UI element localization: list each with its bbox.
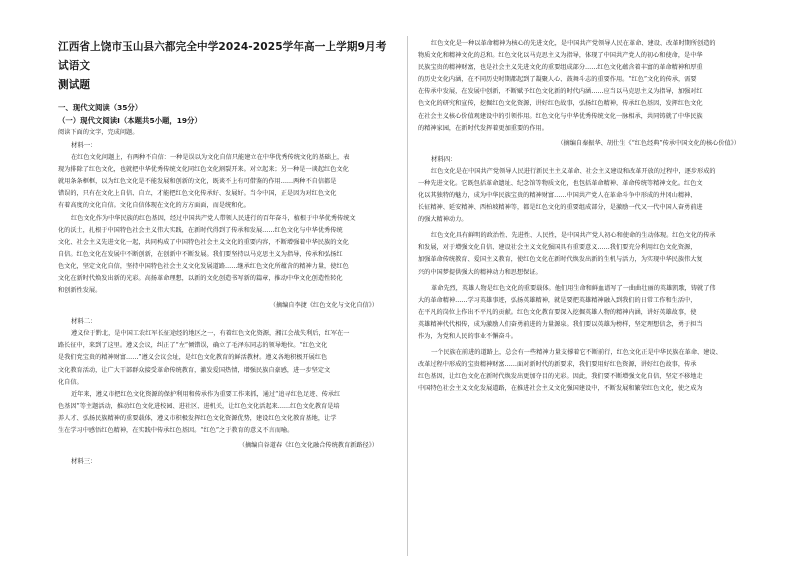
text-line: 色文化，坚定文化自信，坚持中国特色社会主义文化发展道路……继承红色文化所蕴含的精神力量，使红色 — [58, 262, 349, 270]
text-line: 错误的，只有在文化上自信、自立，才能把红色文化传承好、发展好。当今中国，正是因为对红色文化 — [58, 190, 337, 198]
right-para-2 — [418, 166, 758, 226]
text-line: 化的沃土，扎根于中国特色社会主义伟大实践，在新时代得到了传承和发展……红色文化与中华优秀传统 — [58, 226, 343, 234]
instruction-text: 阅读下面的文字，完成问题。 — [58, 129, 139, 136]
material-2-para-2 — [58, 389, 396, 437]
text-line: 一个民族在前进的道路上，总会有一些精神力量支撑着它不断前行，红色文化正是中华民族在革命、建设、 — [431, 349, 722, 357]
text-line: 在红色文化问题上，有两种不自信：一种是误以为文化自信只能建立在中华优秀传统文化的基础上，表 — [71, 154, 350, 162]
exam-title — [58, 38, 396, 95]
text-line: 路长征中，来到了这里。遵义会议，纠正了“左”倾错误，确立了毛泽东同志的领导地位。“红色文化 — [58, 342, 328, 350]
right-para-4 — [418, 283, 758, 343]
text-line: 在传承中发展，在发展中创新，不断赋予红色文化新的时代内涵……应当以马克思主义为指导，加强对红 — [418, 88, 703, 96]
text-line: 的精神家园，在新时代发挥着更加重要的作用。 — [418, 124, 548, 132]
right-para-3 — [418, 230, 758, 278]
text-line: 中国特色社会主义文化发展道路，在推进社会主义文化强国建设中，不断发展和繁荣红色文化，使之成为 — [418, 385, 703, 393]
text-line: 的历史文化内涵，在不同历史时期都起到了凝聚人心、鼓舞斗志的重要作用。“红色”文化的传承，需要 — [418, 76, 697, 84]
text-line: 和发展，对于增强文化自信、建设社会主义文化强国具有重要意义……我们要充分利用红色文化资源， — [418, 244, 697, 252]
material-1-para-2 — [58, 213, 396, 298]
text-line: 的强大精神动力。 — [418, 216, 468, 224]
material-1-source: （摘编自李捷《红色文化与文化自信》） — [269, 302, 378, 310]
text-line: 在社会主义核心价值观建设中的引领作用。红色文化与中华优秀传统文化一脉相承，共同铸就了中华民族 — [418, 112, 703, 120]
title-line-2: 测试题 — [58, 79, 91, 91]
text-line: 民族宝贵的精神财富，也是社会主义先进文化的重要组成部分……红色文化蕴含着丰富的革命精神和厚重 — [418, 64, 703, 72]
material-2-para-1 — [58, 328, 396, 388]
text-line: 遵义位于黔北，是中国工农红军长征途经的地区之一，有着红色文化资源，湘江会战失利后，红军在一 — [71, 330, 350, 338]
text-line: 色基因”等主题活动，推动红色文化进校园、进社区、进机关，让红色文化活起来……红色文化教育是培 — [58, 402, 340, 410]
text-line: 红色文化作为中华民族的红色基因，经过中国共产党人带领人民进行的百年奋斗，植根于中华优秀传统文 — [71, 214, 356, 222]
text-line: 近年来，遵义市把红色文化资源的保护利用和传承作为重要工作来抓，通过“追寻红色足迹、传承红 — [71, 390, 341, 398]
material-4-label: 材料四： — [431, 154, 457, 163]
text-line: 长征精神、延安精神、西柏坡精神等，都是红色文化的重要组成部分，是激励一代又一代中国人奋勇前进 — [418, 204, 703, 212]
text-line: 生在学习中感悟红色精神，在实践中传承红色基因。“红色”之于教育的意义不言而喻。 — [58, 426, 294, 434]
text-line: 现为排除了红色文化，也就把中华优秀传统文化同红色文化割裂开来。对立起来；另一种是一谈起红色文化 — [58, 166, 349, 174]
text-line: 化自信。 — [58, 378, 83, 386]
material-3-label: 材料三： — [71, 457, 97, 466]
text-line: 兴的中国梦提供强大的精神动力和思想保证。 — [418, 268, 542, 276]
text-line: 革命先烈，英雄人物是红色文化的重要载体。他们用生命和鲜血谱写了一曲曲壮丽的英雄凯歌，铸就了伟 — [431, 284, 716, 292]
text-line: 红色文化具有鲜明的政治性、先进性、人民性，是中国共产党人初心和使命的生动体现。红色文化的传承 — [431, 232, 716, 240]
text-line: 文化、社会主义先进文化一起，共同构成了中国特色社会主义文化的重要内容，不断增强着中华民族的文化 — [58, 238, 349, 246]
text-line: 红色文化是在中国共产党领导人民进行新民主主义革命、社会主义建设和改革开放的过程中，逐步形成的 — [431, 167, 716, 175]
text-line: 加强革命传统教育、爱国主义教育，使红色文化在新时代焕发出新的生机与活力，为实现中华民族伟大复 — [418, 256, 703, 264]
section-heading: 一、现代文阅读（35分） — [58, 103, 143, 112]
left-column — [58, 38, 396, 558]
material-2-source: （摘编自谷道春《红色文化融合传统教育新路径》） — [238, 442, 378, 450]
text-line: 大的革命精神……学习英雄事迹，弘扬英雄精神，就是要把英雄精神融入到我们的日常工作和生活中， — [418, 296, 697, 304]
text-line: 化以其独特的魅力，成为中华民族宝贵的精神财富……中国共产党人在革命斗争中形成的井冈山精神、 — [418, 191, 697, 199]
material-1-label: 材料一： — [71, 141, 97, 150]
subsection-heading: （一）现代文阅读Ⅰ（本题共5小题，19分） — [58, 116, 202, 125]
right-para-5 — [418, 347, 758, 395]
material-1-para-1 — [58, 152, 396, 212]
material-2-label: 材料二： — [71, 317, 97, 326]
text-line: 物质文化和精神文化的总和。红色文化以马克思主义为指导，体现了中国共产党人的初心和使命，是中华 — [418, 52, 703, 60]
text-line: 改革过程中形成的宝贵精神财富……面对新时代的新要求，我们要用好红色资源，讲好红色故事，传承 — [418, 361, 697, 369]
text-line: 在平凡的岗位上作出不平凡的贡献。红色文化教育要深入挖掘英雄人物的精神内涵，讲好英雄故事，使 — [418, 308, 697, 316]
right-column — [418, 38, 758, 558]
text-line: 自信。红色文化在发展中不断创新，在创新中不断发展。我们要坚持以马克思主义为指导，传承和弘扬红 — [58, 250, 343, 258]
right-source: （摘编自秦振华、胡仕生《“红色经典”传承中国文化的核心价值》） — [557, 139, 740, 147]
column-divider — [407, 36, 408, 556]
text-line: 养人才、弘扬民族精神的重要载体，遵义市积极发挥红色文化资源优势，建设红色文化教育基地，让学 — [58, 414, 337, 422]
text-line: 一种先进文化。它既包括革命遗址、纪念馆等物质文化，也包括革命精神、革命传统等精神文化。红色文 — [418, 179, 703, 187]
text-line: 有着高度的文化自信。文化自信体现在文化的方方面面，而是统和化。 — [58, 202, 250, 210]
text-line: 色文化的研究和宣传，挖掘红色文化资源，讲好红色故事，弘扬红色精神，传承红色基因，发挥红色文化 — [418, 100, 703, 108]
text-line: 作为，为党和人民的事业不懈奋斗。 — [418, 332, 517, 340]
title-line-1: 江西省上饶市玉山县六都完全中学2024-2025学年高一上学期9月考试语文 — [58, 41, 387, 72]
text-line: 是我们党宝贵的精神财富……”遵义会议会址，是红色文化教育的鲜活教材。遵义各地积极开展红色 — [58, 354, 328, 362]
text-line: 红色基因，让红色文化在新时代焕发出更加夺目的光彩。因此，我们要不断增强文化自信，坚定不移地走 — [418, 373, 703, 381]
text-line: 就用条条框框，以为红色文化是不能发展和创新的文化，既谈不上有可借鉴的作用……两种不自信都是 — [58, 178, 337, 186]
text-line: 红色文化是一种以革命精神为核心的先进文化，是中国共产党领导人民在革命、建设、改革时期所创造的 — [431, 40, 716, 47]
text-line: 文化在新时代焕发出新的光彩。高扬革命理想，以新的文化创造书写新的篇章，推动中华文化创造性转化 — [58, 275, 343, 283]
text-line: 和创新性发展。 — [58, 287, 102, 295]
text-line: 英雄精神代代相传，成为激励人们奋勇前进的力量源泉。我们要以英雄为榜样，坚定理想信念，勇于担当 — [418, 320, 703, 328]
text-line: 文化教育活动，让广大干部群众接受革命传统教育，激发爱国热情，增强民族自豪感，进一步坚定文 — [58, 366, 331, 374]
right-para-1 — [418, 38, 758, 135]
